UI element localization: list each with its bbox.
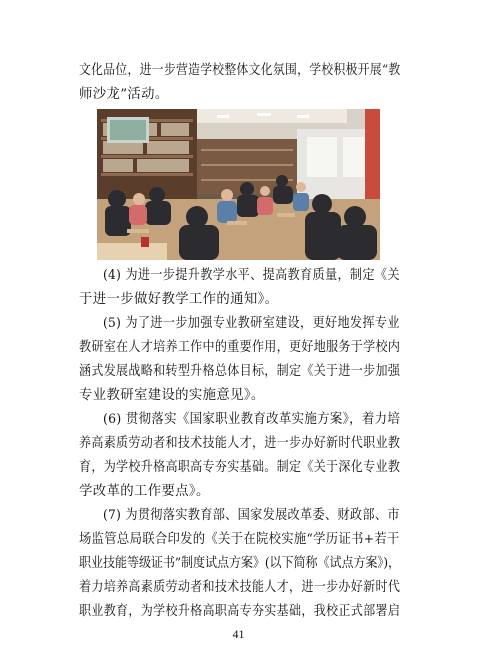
text-line-10: 养高素质劳动者和技术技能人才，进一步办好新时代职业教 [79, 436, 401, 451]
text-line-1: 文化品位，进一步营造学校整体文化氛围，学校积极开展“教 [79, 63, 401, 78]
text-line-13: (7) 为贯彻落实教育部、国家发展改革委、财政部、市 [103, 508, 400, 523]
text-line-14: 场监管总局联合印发的《关于在院校实施“学历证书+若干 [79, 532, 400, 547]
page-number: 41 [232, 627, 245, 641]
text-line-12: 学改革的工作要点》。 [79, 484, 210, 499]
text-line-3: (4) 为进一步提升教学水平、提高教育质量，制定《关 [103, 268, 400, 283]
text-line-5: (5) 为了进一步加强专业教研室建设，更好地发挥专业 [103, 316, 400, 331]
text-line-7: 涵式发展战略和转型升格总体目标，制定《关于进一步加强 [79, 364, 401, 379]
text-line-11: 育，为学校升格高职高专夯实基础。制定《关于深化专业教 [79, 460, 401, 475]
text-line-9: (6) 贯彻落实《国家职业教育改革实施方案》，着力培 [103, 412, 401, 427]
text-line-6: 教研室在人才培养工作中的重要作用，更好地服务于学校内 [79, 340, 401, 355]
text-line-15: 职业技能等级证书”制度试点方案》(以下简称《试点方案》)， [79, 556, 400, 571]
text-line-8: 专业教研室建设的实施意见》。 [79, 388, 265, 403]
text-line-4: 于进一步做好教学工作的通知》。 [79, 292, 279, 307]
text-line-16: 着力培养高素质劳动者和技术技能人才，进一步办好新时代 [79, 580, 401, 595]
text-line-2: 师沙龙”活动。 [79, 87, 169, 102]
text-line-17: 职业教育，为学校升格高职高专夯实基础，我校正式部署启 [79, 604, 401, 619]
teacher-salon-photo [97, 109, 380, 260]
